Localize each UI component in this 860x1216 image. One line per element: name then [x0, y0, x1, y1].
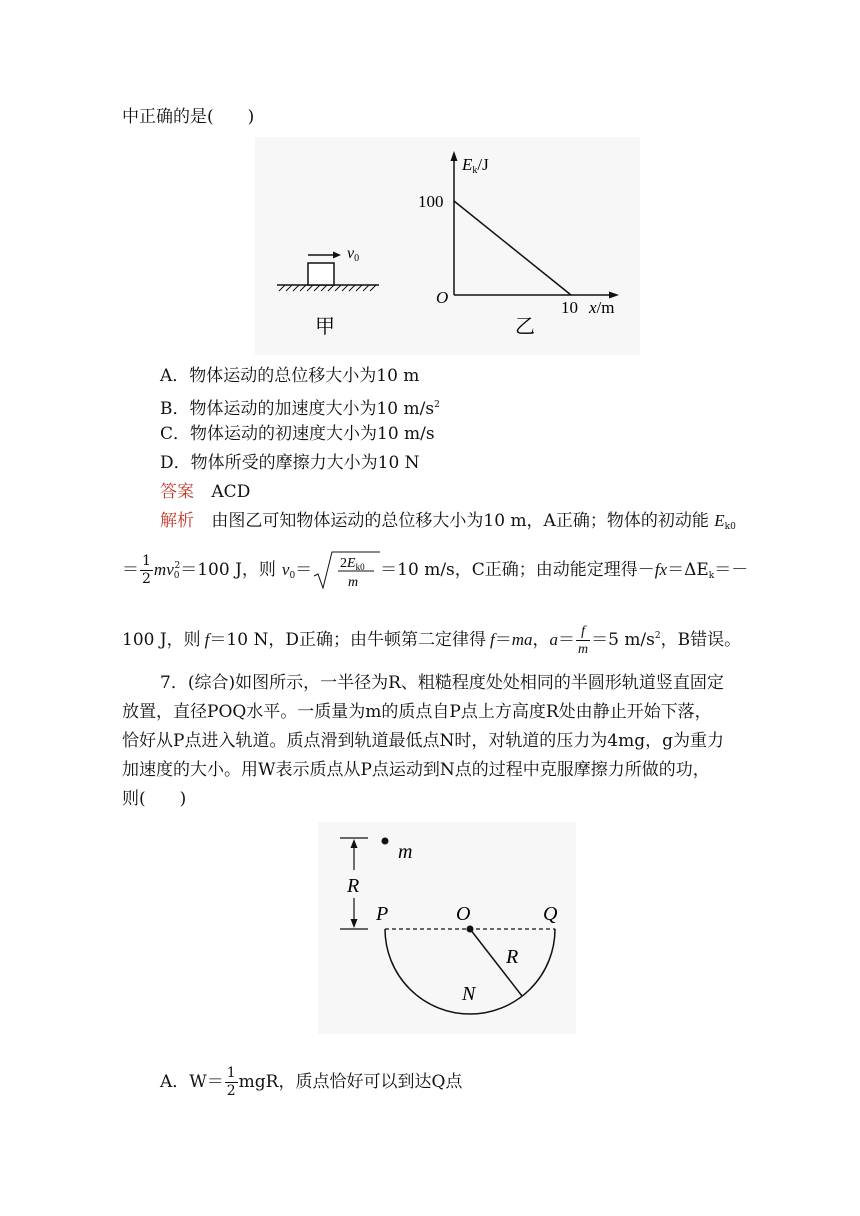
- figure-right-caption: 乙: [515, 316, 535, 338]
- dim-arrow-up: [351, 839, 358, 848]
- figure-left-caption: 甲: [315, 316, 335, 338]
- analysis-line-3: 100 J，则 f＝10 N，D正确；由牛顿第二定律得 f＝ma，a＝ $\frac{f}{m}$ ＝5 $m/s^2$，B错误。: [122, 624, 742, 657]
- fraction-half: $\frac{1}{2}$: [142, 553, 151, 587]
- y-axis-label: Ek/J: [462, 155, 489, 176]
- mass-point: [382, 838, 389, 845]
- fraction-half-q7: $\frac{1}{2}$: [226, 1065, 236, 1099]
- option-a: A．物体运动的总位移大小为10 m: [160, 366, 420, 386]
- height-R-label: R: [347, 875, 360, 897]
- radius-R-label: R: [506, 946, 519, 968]
- q7-figure-svg: [318, 822, 576, 1034]
- ek-line: [454, 201, 571, 295]
- x-axis-label: x/m: [589, 298, 615, 317]
- svg-text:m: m: [348, 574, 359, 590]
- origin-label: O: [436, 288, 449, 307]
- fraction-f-over-m: $\frac{f}{m}$: [577, 624, 589, 657]
- answer-value: ACD: [211, 482, 251, 502]
- mass-label: m: [398, 841, 413, 863]
- block: [308, 263, 334, 285]
- q7-line-1: 7．(综合)如图所示，一半径为R、粗糙程度处处相同的半圆形轨道竖直固定: [160, 673, 724, 693]
- option-b: B．物体运动的加速度大小为10 $m/s^2$: [160, 399, 440, 419]
- N-label: N: [462, 983, 476, 1005]
- answer-label: 答案: [160, 482, 194, 502]
- dim-arrow-down: [351, 919, 358, 928]
- q7-option-a: A．W＝ $\frac{1}{2}$ mgR，质点恰好可以到达Q点: [160, 1065, 463, 1099]
- q7-figure: [318, 822, 576, 1034]
- svg-text:2Ek0: $2E_{k0}$: [340, 555, 365, 572]
- option-c: C．物体运动的初速度大小为10 m/s: [160, 424, 435, 444]
- y-axis-arrow: [451, 151, 458, 161]
- answer-line: [160, 481, 250, 503]
- v0-label: v0: [347, 245, 360, 264]
- Q-label: Q: [543, 903, 558, 925]
- q7-line-4: 加速度的大小。用W表示质点从P点运动到N点的过程中克服摩擦力所做的功，: [122, 760, 710, 780]
- q6-figure: [255, 137, 640, 355]
- y-tick-100: 100: [418, 192, 444, 211]
- O-label: O: [456, 903, 471, 925]
- q7-line-3: 恰好从P点进入轨道。质点滑到轨道最低点N时，对轨道的压力为4mg，g为重力: [122, 731, 725, 751]
- sqrt-expression: [312, 550, 380, 592]
- q6-figure-svg: [255, 137, 640, 355]
- analysis-line-2: ＝ $\frac{1}{2}$ $mv_0^2=100$ J，则 $v_0=$ $2E_{k0}$ m ＝10 m/s，C正确；由动能定理得$-fx=\Delta E_k=-$: [122, 546, 748, 596]
- question-stem-tail: 中正确的是( ): [122, 107, 255, 127]
- q7-line-5: 则( ): [122, 789, 187, 809]
- x-tick-10: 10: [561, 298, 578, 317]
- q7-line-2: 放置，直径POQ水平。一质量为m的质点自P点上方高度R处由静止开始下落，: [122, 702, 712, 722]
- velocity-arrowhead: [333, 252, 341, 259]
- analysis-label: 解析: [160, 511, 194, 531]
- analysis-line-1: 解析 由图乙可知物体运动的总位移大小为10 m，A正确；物体的初动能 $E_{k0}$: [160, 511, 736, 532]
- ground-hatching: [279, 285, 376, 291]
- P-label: P: [376, 903, 389, 925]
- option-d: D．物体所受的摩擦力大小为10 N: [160, 453, 420, 473]
